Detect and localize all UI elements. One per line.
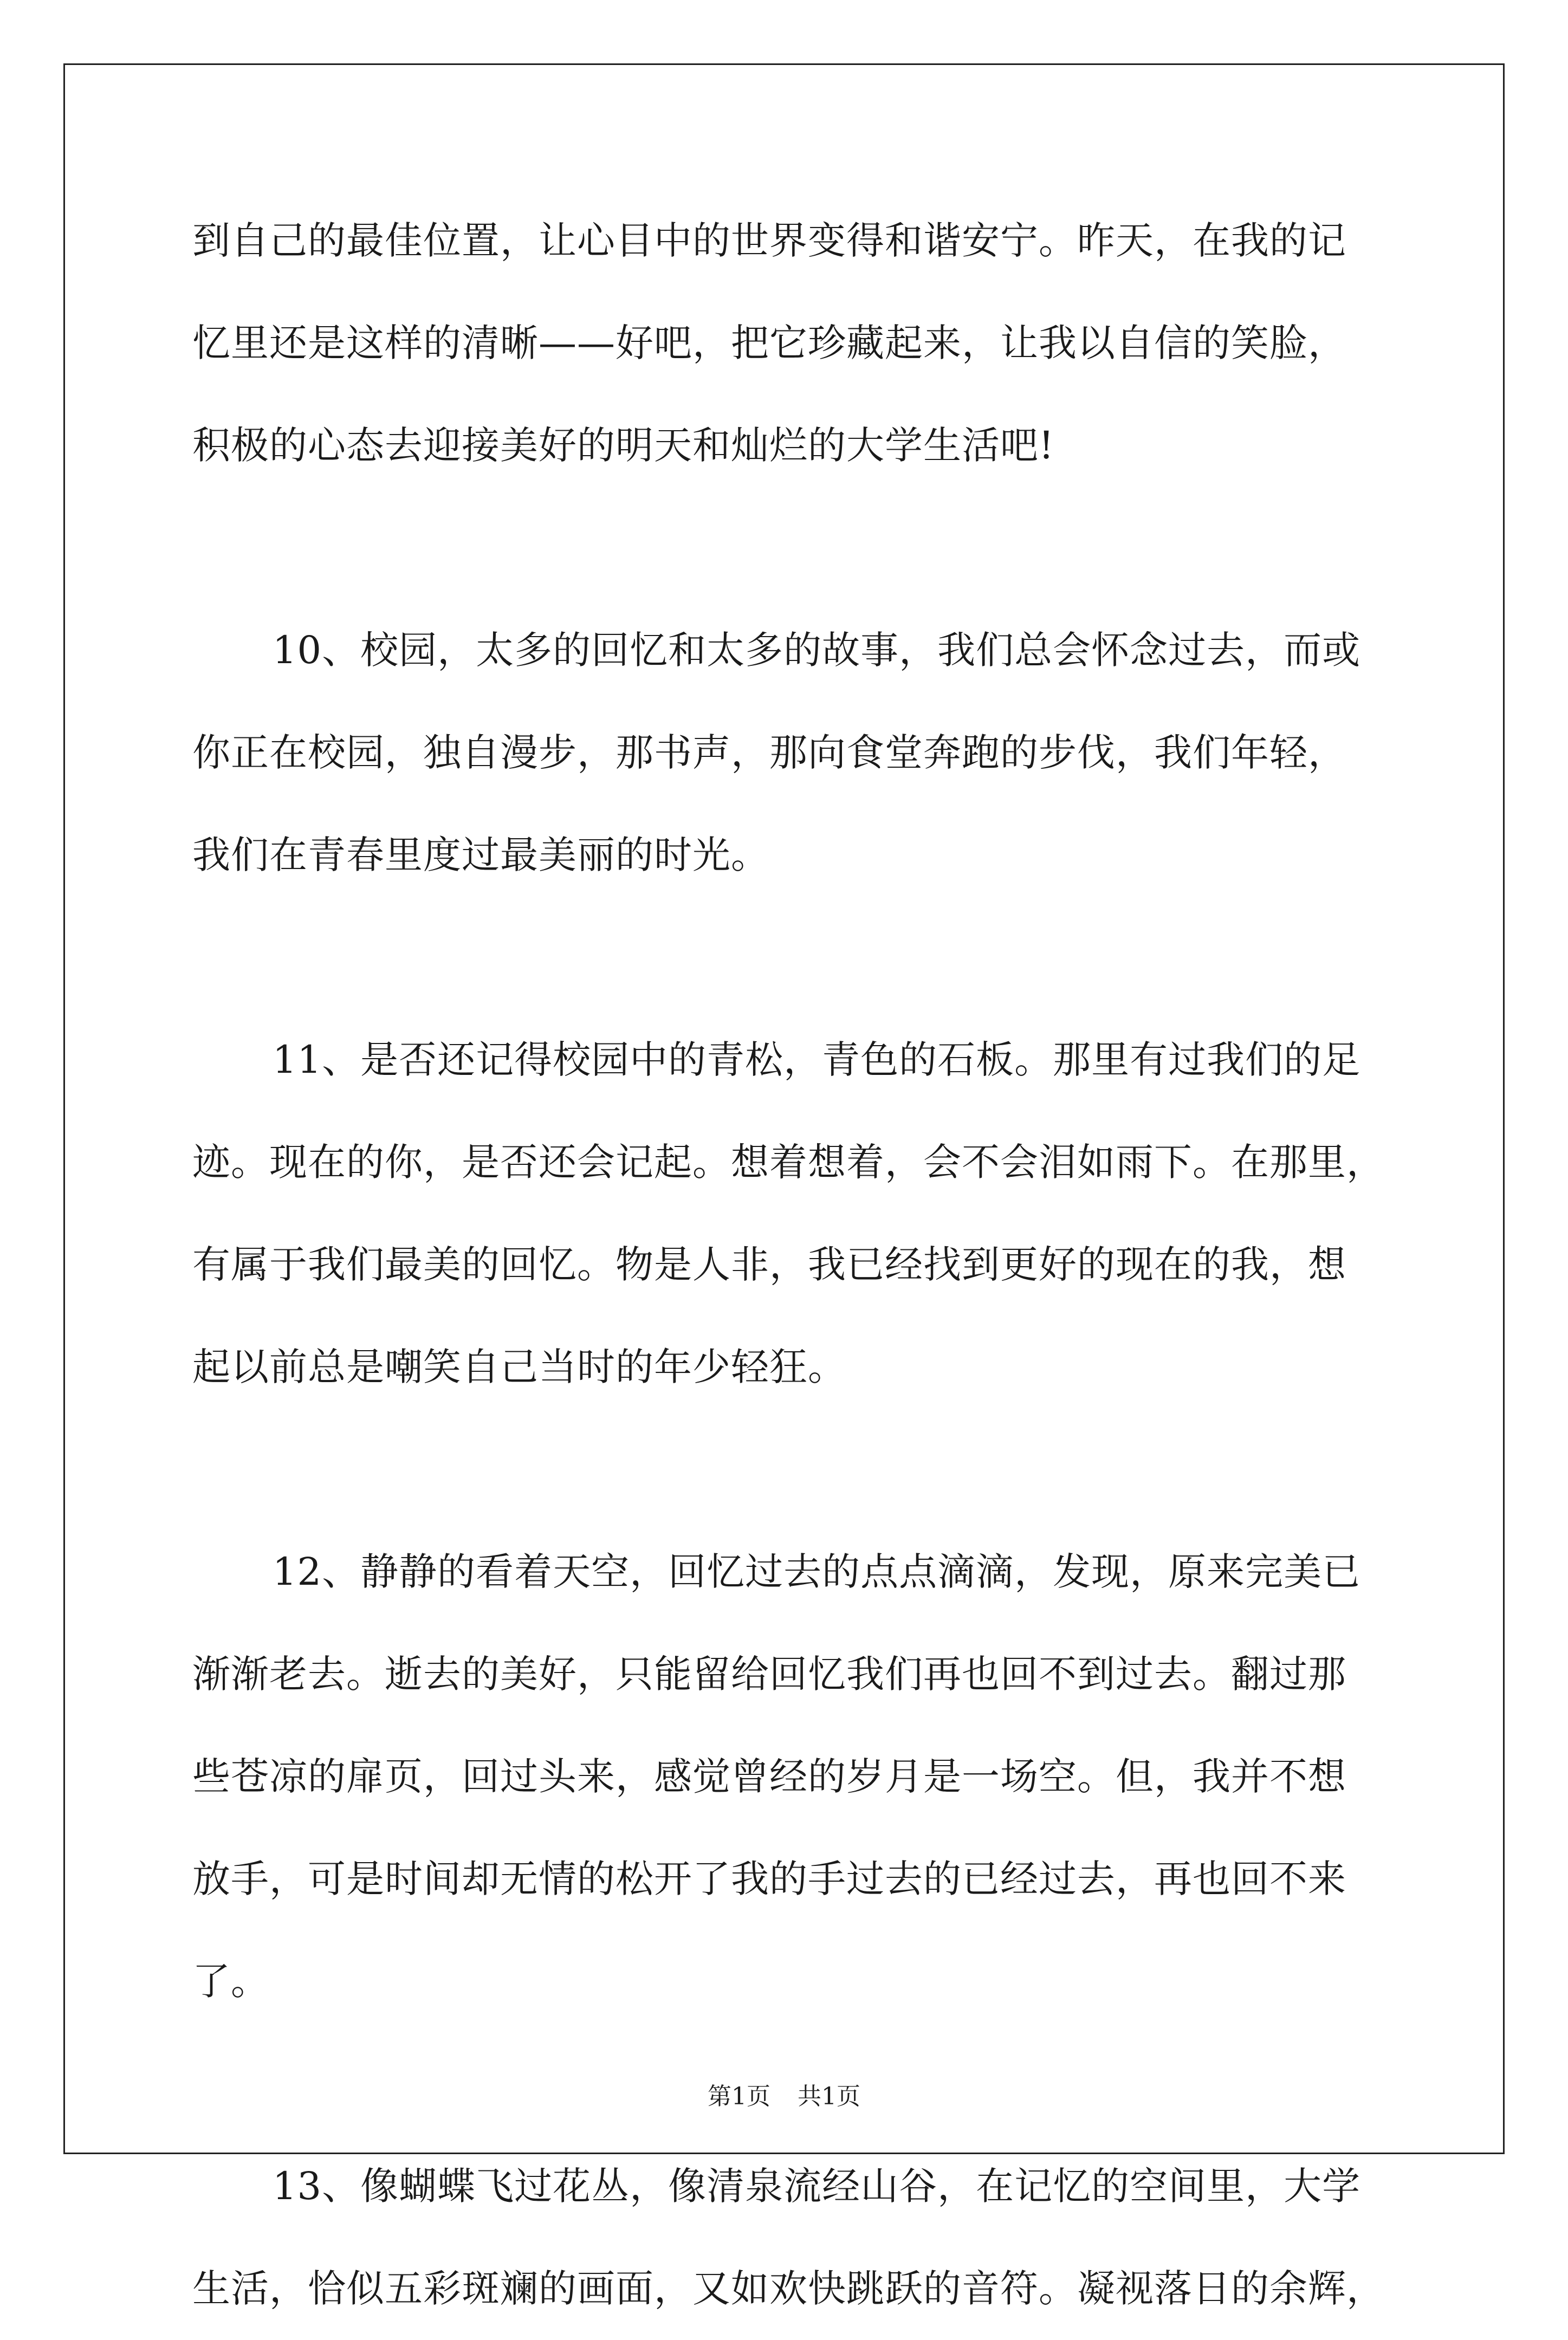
paragraph-spacer xyxy=(192,497,1384,599)
text-line: 迹。现在的你，是否还会记起。想着想着，会不会泪如雨下。在那里， xyxy=(192,1140,1385,1184)
text-line: 积极的心态去迎接美好的明天和灿烂的大学生活吧! xyxy=(192,423,1055,468)
page-footer xyxy=(0,2080,1568,2113)
text-line: 放手，可是时间却无情的松开了我的手过去的已经过去，再也回不来 xyxy=(192,1857,1346,1901)
paragraph xyxy=(192,1521,1384,2033)
paragraph xyxy=(192,599,1384,906)
paragraph-spacer xyxy=(192,1418,1384,1521)
document-body xyxy=(192,190,1384,2340)
paragraph xyxy=(192,1009,1384,1418)
paragraph xyxy=(192,2135,1384,2340)
text-line: 我们在青春里度过最美丽的时光。 xyxy=(192,833,769,877)
text-line: 有属于我们最美的回忆。物是人非，我已经找到更好的现在的我，想 xyxy=(192,1242,1346,1287)
current-page-number: 第1页 xyxy=(708,2083,770,2110)
text-line: 10、校园，太多的回忆和太多的故事，我们总会怀念过去，而或 xyxy=(273,628,1361,672)
text-line: 11、是否还记得校园中的青松，青色的石板。那里有过我们的足 xyxy=(273,1038,1361,1082)
text-line: 渐渐老去。逝去的美好，只能留给回忆我们再也回不到过去。翻过那 xyxy=(192,1652,1346,1696)
text-line: 忆里还是这样的清晰——好吧，把它珍藏起来，让我以自信的笑脸， xyxy=(192,321,1346,365)
total-page-count: 共1页 xyxy=(798,2083,860,2110)
text-line: 了。 xyxy=(192,1959,269,2004)
paragraph-spacer xyxy=(192,906,1384,1009)
paragraph xyxy=(192,190,1384,497)
text-line: 些苍凉的扉页，回过头来，感觉曾经的岁月是一场空。但，我并不想 xyxy=(192,1754,1346,1799)
text-line: 到自己的最佳位置，让心目中的世界变得和谐安宁。昨天，在我的记 xyxy=(192,218,1346,263)
text-line: 起以前总是嘲笑自己当时的年少轻狂。 xyxy=(192,1345,846,1389)
text-line: 12、静静的看着天空，回忆过去的点点滴滴，发现，原来完美已 xyxy=(273,1550,1361,1594)
text-line: 13、像蝴蝶飞过花丛，像清泉流经山谷，在记忆的空间里，大学 xyxy=(273,2164,1361,2208)
text-line: 你正在校园，独自漫步，那书声，那向食堂奔跑的步伐，我们年轻， xyxy=(192,730,1346,775)
text-line: 生活，恰似五彩斑斓的画面，又如欢快跳跃的音符。凝视落日的余辉， xyxy=(192,2266,1385,2311)
